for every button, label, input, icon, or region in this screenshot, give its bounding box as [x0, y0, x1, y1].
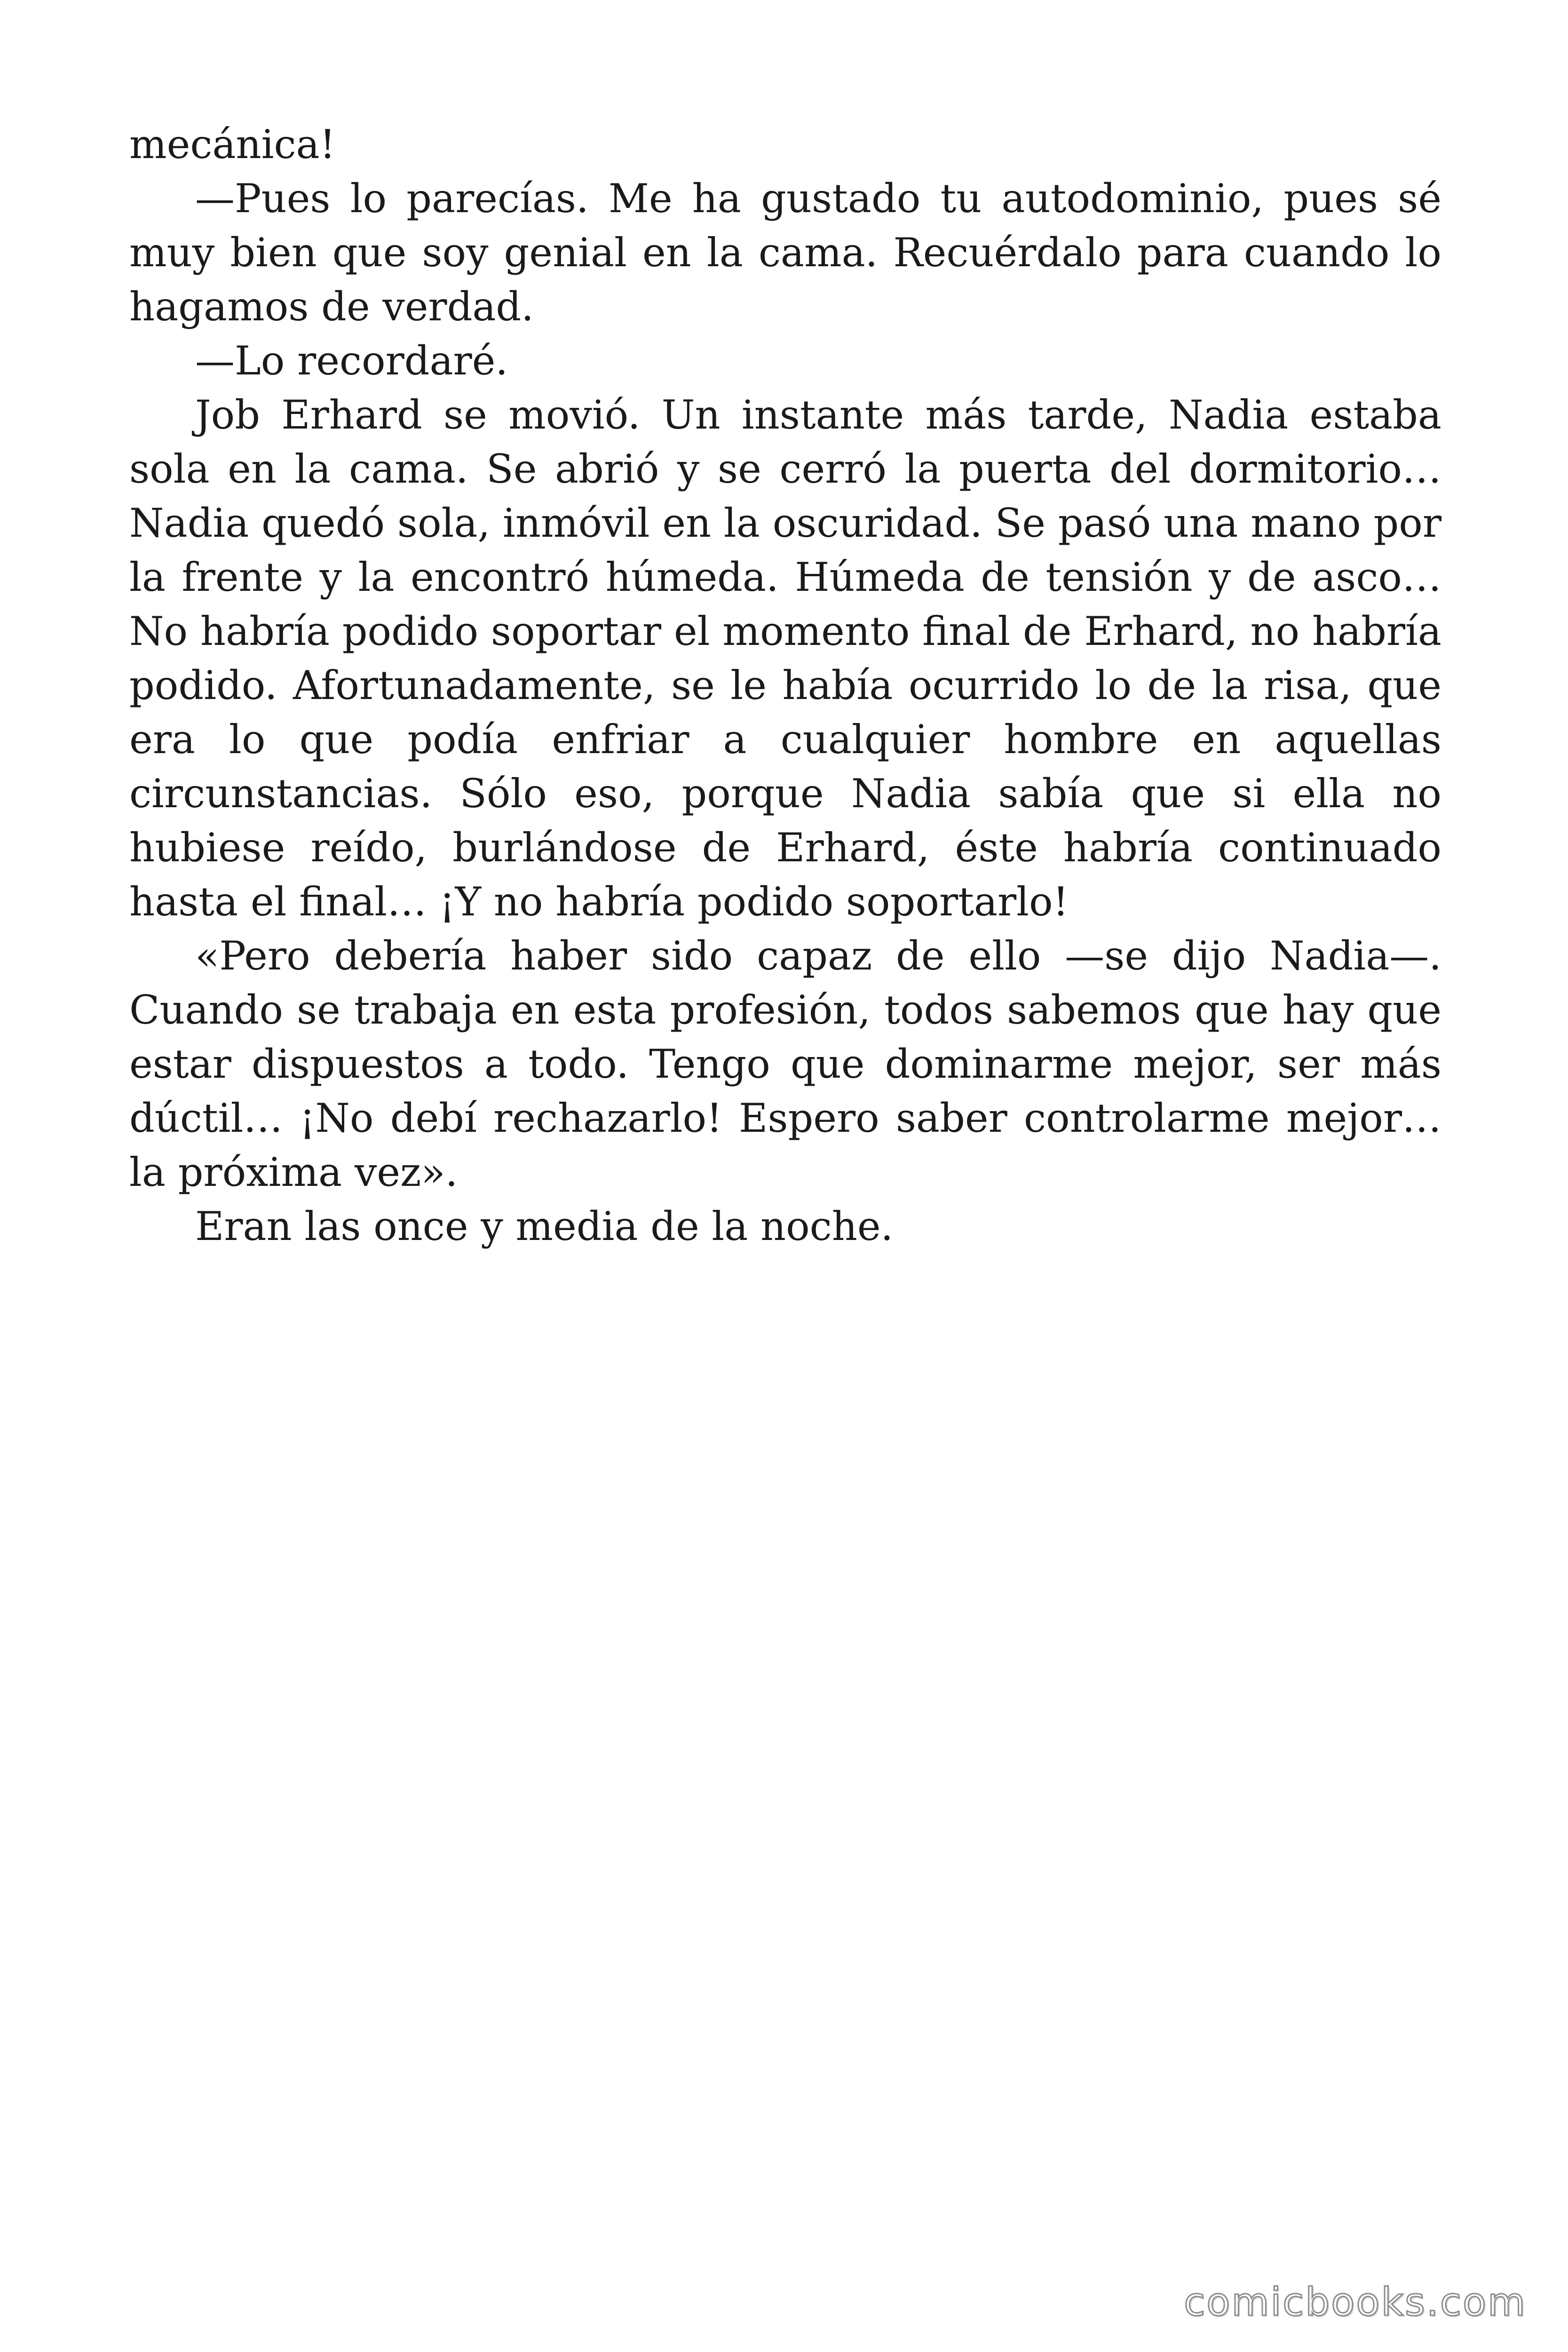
paragraph-dialogue-2: —Lo recordaré. [195, 338, 508, 384]
paragraph-closing: Eran las once y media de la noche. [195, 1203, 894, 1249]
paragraph-inner-monologue: «Pero debería haber sido capaz de ello —se dijo Nadia—. Cuando se trabaja en esta profesión, todos sabemos que hay que estar dispuestos a todo. Tengo que dominarme mejor, ser más dúctil… ¡No debí rechazarlo! Espero saber controlarme mejor… la próxima vez». [129, 933, 1441, 1195]
paragraph-narrative-1: Job Erhard se movió. Un instante más tarde, Nadia estaba sola en la cama. Se abrió y se cerró la puerta del dormitorio… Nadia quedó sola, inmóvil en la oscuridad. Se pasó una mano por la frente y la encontró húmeda. Húmeda de tensión y de asco… No habría podido soportar el momento final de Erhard, no habría podido. Afortunadamente, se le había ocurrido lo de la risa, que era lo que podía enfriar a cualquier hombre en aquellas circunstancias. Sólo eso, porque Nadia sabía que si ella no hubiese reído, burlándose de Erhard, éste habría continuado hasta el final… ¡Y no habría podido soportarlo! [129, 392, 1441, 925]
paragraph-continuation: mecánica! [129, 121, 336, 167]
page-body-text [129, 118, 1441, 1254]
paragraph-dialogue-1: —Pues lo parecías. Me ha gustado tu autodominio, pues sé muy bien que soy genial en la cama. Recuérdalo para cuando lo hagamos de verdad. [129, 175, 1441, 330]
watermark-logo: comicbooks.com [1184, 2280, 1527, 2325]
